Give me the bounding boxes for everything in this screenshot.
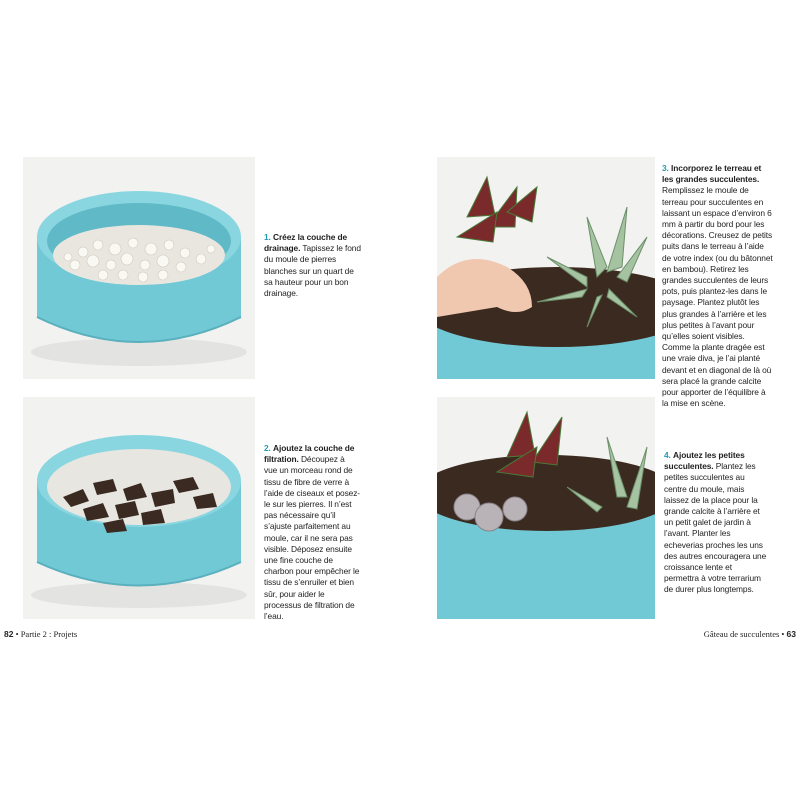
step-1-title: Créez la couche de drainage. [264, 232, 348, 254]
chapter-title: Gâteau de succulentes [703, 629, 780, 639]
step-4-body: Plantez les petites succulentes au centre du moule, mais laissez de la place pour la grande calcite à l’arrière et un petit galet de jardin à l’avant. Planter les echeverias proches les uns des autres encouragera une croissance lente et permettra à votre terrarium de durer plus longtemps. [664, 461, 767, 595]
step-3-title: Incorporez le terreau et les grandes succulentes. [662, 163, 762, 185]
step-2-title: Ajoutez la couche de filtration. [264, 443, 355, 465]
step-4-number: 4. [664, 450, 671, 460]
finished-pan-illustration [437, 397, 655, 619]
footer-left [4, 629, 77, 639]
pebble-pan-illustration [23, 157, 255, 379]
step-4-text [664, 450, 768, 596]
footer-left-separator: • [15, 629, 19, 639]
step-4-title: Ajoutez les petites succulentes. [664, 450, 745, 472]
photo-step-3 [437, 157, 655, 379]
step-3-body: Remplissez le moule de terreau pour succulentes en laissant un espace d’environ 6 mm à partir du bord pour les décorations. Creusez de petits puits dans le terreau à l’aide de votre index (ou du bâtonnet en bambou). Retirez les grandes succulentes de leurs pots, puis plantez-les dans le paysage. Plantez plutôt les plus grandes à l’arrière et les plus petites à l’avant pour qu’elles soient visibles. Comme la plante dragée est une vraie diva, je l’ai planté devant et en diagonal de là où sera placé la grande calcite pour apporter de l’équilibre à la mise en scène. [662, 185, 773, 409]
step-1-body: Tapissez le fond du moule de pierres blanches sur un quart de sa hauteur pour un bon drainage. [264, 243, 361, 299]
step-2-text [264, 443, 360, 622]
section-title: Partie 2 : Projets [20, 629, 78, 639]
planting-illustration [437, 157, 655, 379]
page-number-right: 63 [786, 629, 796, 639]
charcoal-pan-illustration [23, 397, 255, 619]
footer-right-separator: • [781, 629, 785, 639]
photo-step-2 [23, 397, 255, 619]
step-1-number: 1. [264, 232, 271, 242]
step-2-number: 2. [264, 443, 271, 453]
step-3-number: 3. [662, 163, 669, 173]
step-2-body: Découpez à vue un morceau rond de tissu de fibre de verre à l’aide de ciseaux et posez-le sur les pierres. Il n’est pas nécessaire qu’il s’ajuste parfaitement au moule, car il ne sera pas visible. Déposez ensuite une fine couche de charbon pour empêcher le tissu de s’enruiler et bien sûr, pour aider le processus de filtration de l’eau. [264, 454, 360, 622]
step-3-text [662, 163, 774, 409]
footer-right [704, 629, 796, 639]
step-1-text [264, 232, 362, 299]
page-number-left: 82 [4, 629, 14, 639]
photo-step-4 [437, 397, 655, 619]
photo-step-1 [23, 157, 255, 379]
